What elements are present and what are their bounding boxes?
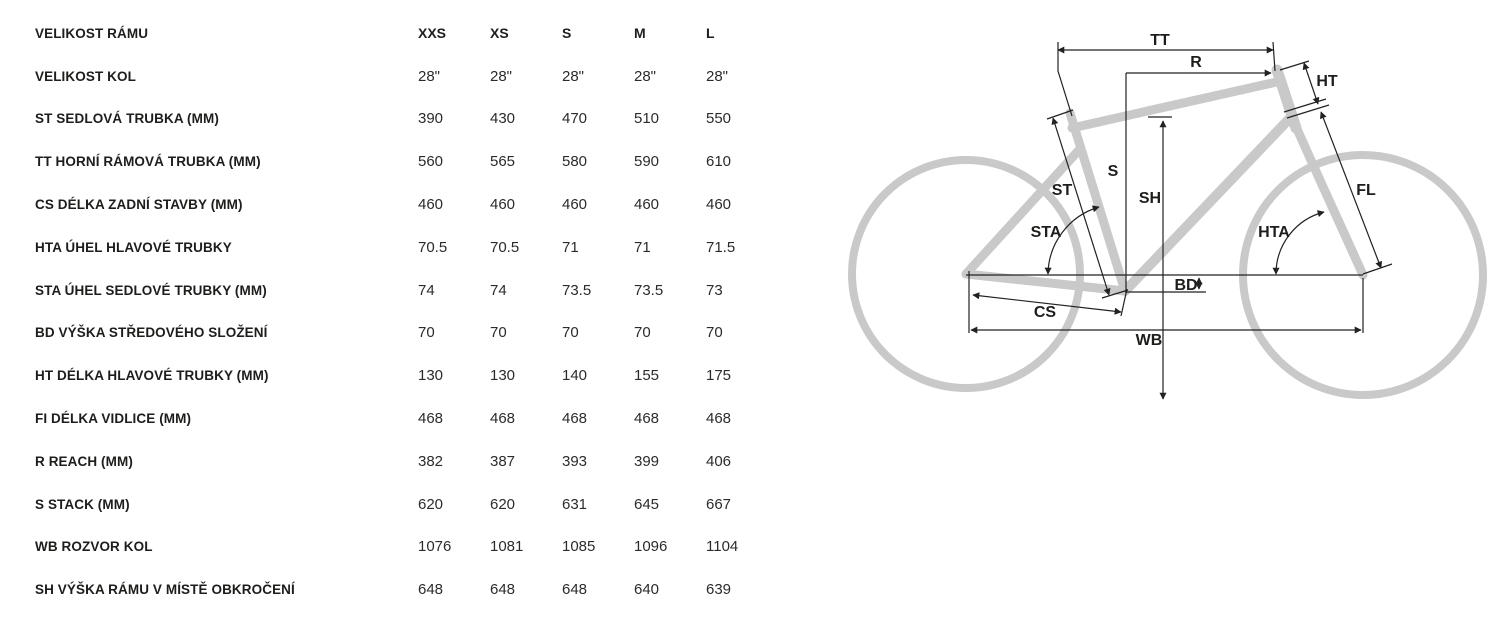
label-wb: WB xyxy=(1135,332,1163,349)
spec-value: 387 xyxy=(490,452,516,470)
spec-value: 645 xyxy=(634,495,660,513)
spec-value: 70.5 xyxy=(490,238,520,256)
spec-value: 620 xyxy=(490,495,516,513)
fl-bottom-tick xyxy=(1363,264,1392,274)
spec-value: 648 xyxy=(490,581,516,599)
spec-value: 510 xyxy=(634,110,660,128)
size-column-header: XS xyxy=(490,25,509,42)
label-ht: HT xyxy=(1316,73,1338,90)
spec-value: 70 xyxy=(562,324,579,342)
table-row xyxy=(35,526,755,569)
label-st: ST xyxy=(1051,182,1073,199)
spec-value: 1096 xyxy=(634,538,668,556)
spec-row-label: ST SEDLOVÁ TRUBKA (MM) xyxy=(35,111,219,127)
spec-value: 468 xyxy=(634,410,660,428)
tt-extension-left xyxy=(1058,42,1072,116)
spec-value: 430 xyxy=(490,110,516,128)
spec-value: 71.5 xyxy=(706,238,736,256)
spec-row-label: TT HORNÍ RÁMOVÁ TRUBKA (MM) xyxy=(35,154,261,170)
spec-value: 73.5 xyxy=(634,281,664,299)
spec-value: 140 xyxy=(562,367,588,385)
dimension-lines xyxy=(966,42,1392,399)
spec-value: 28" xyxy=(706,67,729,85)
size-column-header: M xyxy=(634,25,646,42)
spec-row-label: VELIKOST RÁMU xyxy=(35,25,149,41)
table-row xyxy=(35,440,755,483)
spec-value: 175 xyxy=(706,367,732,385)
spec-value: 460 xyxy=(634,196,660,214)
label-s: S xyxy=(1107,163,1119,180)
spec-row-label: R REACH (MM) xyxy=(35,453,133,469)
spec-value: 71 xyxy=(562,238,579,256)
spec-value: 1081 xyxy=(490,538,524,556)
label-sh: SH xyxy=(1138,190,1162,207)
spec-value: 565 xyxy=(490,153,516,171)
spec-value: 667 xyxy=(706,495,732,513)
spec-value: 390 xyxy=(418,110,444,128)
spec-value: 620 xyxy=(418,495,444,513)
spec-value: 70 xyxy=(634,324,651,342)
spec-row-label: S STACK (MM) xyxy=(35,496,130,512)
spec-value: 639 xyxy=(706,581,732,599)
size-column-header: S xyxy=(562,25,572,42)
spec-value: 648 xyxy=(418,581,444,599)
table-row xyxy=(35,140,755,183)
spec-row-label: WB ROZVOR KOL xyxy=(35,539,153,555)
spec-row-label: STA ÚHEL SEDLOVÉ TRUBKY (MM) xyxy=(35,282,267,298)
spec-value: 1104 xyxy=(706,538,739,556)
spec-value: 460 xyxy=(706,196,732,214)
spec-value: 610 xyxy=(706,153,732,171)
geometry-diagram-svg xyxy=(840,15,1500,425)
spec-row-label: SH VÝŠKA RÁMU V MÍSTĚ OBKROČENÍ xyxy=(35,582,295,598)
table-row xyxy=(35,98,755,141)
label-cs: CS xyxy=(1033,304,1057,321)
table-row xyxy=(35,312,755,355)
spec-row-label: CS DÉLKA ZADNÍ STAVBY (MM) xyxy=(35,197,243,213)
spec-row-label: VELIKOST KOL xyxy=(35,68,136,84)
spec-value: 550 xyxy=(706,110,732,128)
spec-value: 70 xyxy=(418,324,435,342)
label-sta: STA xyxy=(1030,224,1062,241)
spec-value: 71 xyxy=(634,238,651,256)
spec-value: 468 xyxy=(562,410,588,428)
table-row xyxy=(35,483,755,526)
table-row xyxy=(35,183,755,226)
size-column-header: XXS xyxy=(418,25,447,42)
spec-value: 399 xyxy=(634,452,660,470)
spec-value: 580 xyxy=(562,153,588,171)
spec-value: 28" xyxy=(634,67,657,85)
table-row xyxy=(35,354,755,397)
spec-value: 470 xyxy=(562,110,588,128)
top-tube xyxy=(1072,81,1281,128)
table-row xyxy=(35,55,755,98)
spec-value: 155 xyxy=(634,367,660,385)
spec-value: 468 xyxy=(490,410,516,428)
label-bd: BD xyxy=(1174,277,1198,294)
spec-value: 393 xyxy=(562,452,588,470)
spec-row-label: HT DÉLKA HLAVOVÉ TRUBKY (MM) xyxy=(35,368,269,384)
spec-value: 460 xyxy=(418,196,444,214)
spec-value: 382 xyxy=(418,452,444,470)
spec-value: 73 xyxy=(706,281,723,299)
spec-value: 74 xyxy=(490,281,507,299)
chainstay-tube xyxy=(966,274,1125,291)
geometry-spec-table xyxy=(35,12,755,611)
spec-value: 648 xyxy=(562,581,588,599)
spec-value: 70 xyxy=(490,324,507,342)
spec-row-label: BD VÝŠKA STŘEDOVÉHO SLOŽENÍ xyxy=(35,325,268,341)
table-row xyxy=(35,269,755,312)
label-tt: TT xyxy=(1150,32,1170,49)
spec-value: 631 xyxy=(562,495,588,513)
spec-value: 1076 xyxy=(418,538,452,556)
table-row xyxy=(35,397,755,440)
label-fl: FL xyxy=(1356,182,1376,199)
table-row xyxy=(35,568,755,611)
spec-value: 590 xyxy=(634,153,660,171)
spec-value: 74 xyxy=(418,281,435,299)
spec-value: 468 xyxy=(706,410,732,428)
spec-value: 406 xyxy=(706,452,732,470)
fork-tube xyxy=(1294,122,1363,275)
spec-value: 560 xyxy=(418,153,444,171)
spec-value: 130 xyxy=(490,367,516,385)
spec-value: 28" xyxy=(418,67,441,85)
bike-frame xyxy=(852,70,1483,395)
spec-value: 640 xyxy=(634,581,660,599)
bike-geometry-diagram xyxy=(840,15,1500,425)
spec-value: 460 xyxy=(562,196,588,214)
spec-value: 468 xyxy=(418,410,444,428)
label-hta: HTA xyxy=(1258,224,1290,241)
spec-value: 1085 xyxy=(562,538,596,556)
spec-value: 28" xyxy=(562,67,585,85)
spec-value: 73.5 xyxy=(562,281,592,299)
table-header-row xyxy=(35,12,755,55)
spec-value: 70 xyxy=(706,324,723,342)
size-column-header: L xyxy=(706,25,715,42)
label-r: R xyxy=(1190,54,1202,71)
spec-row-label: FI DÉLKA VIDLICE (MM) xyxy=(35,411,192,427)
table-row xyxy=(35,226,755,269)
hta-angle-arc xyxy=(1276,212,1324,274)
spec-value: 28" xyxy=(490,67,513,85)
spec-value: 460 xyxy=(490,196,516,214)
spec-row-label: HTA ÚHEL HLAVOVÉ TRUBKY xyxy=(35,239,232,255)
spec-table-body xyxy=(35,55,755,611)
spec-value: 130 xyxy=(418,367,444,385)
spec-value: 70.5 xyxy=(418,238,448,256)
